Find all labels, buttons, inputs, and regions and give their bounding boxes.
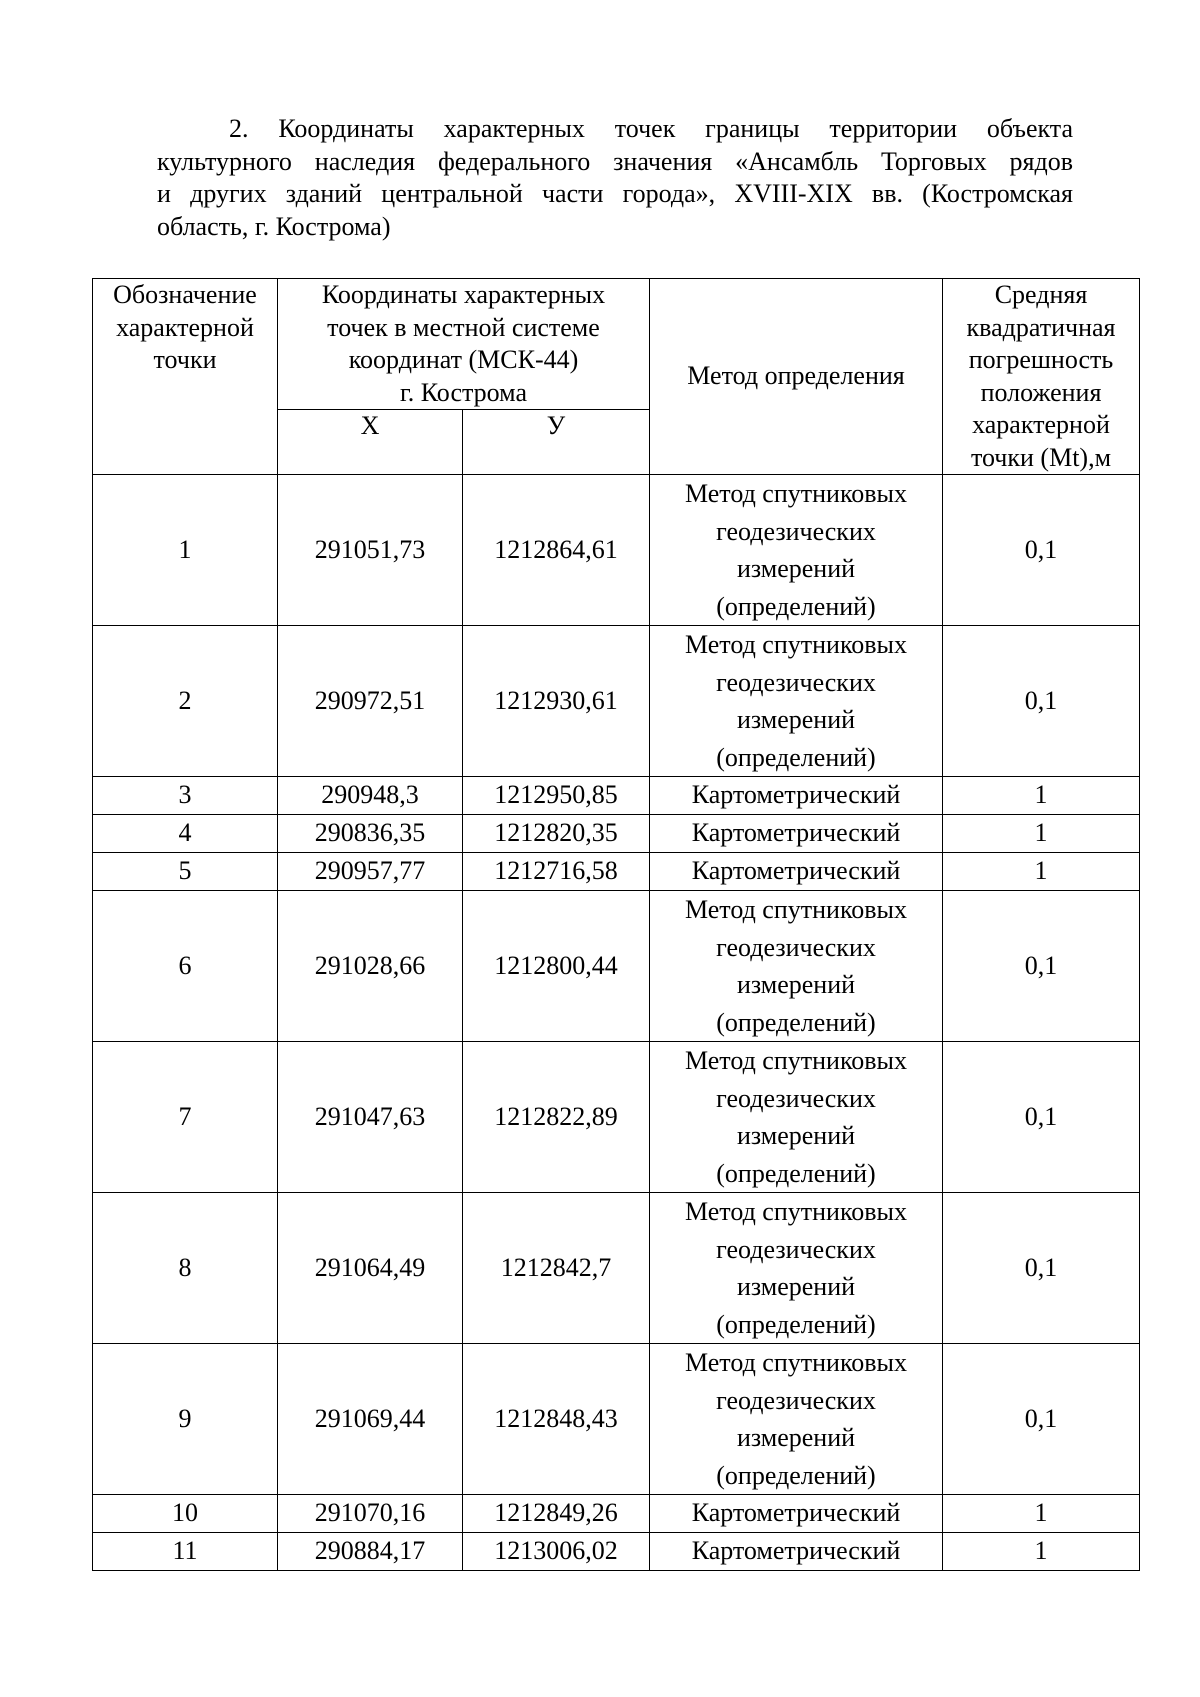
cell-method-line: Метод спутниковых [684, 1197, 907, 1226]
cell-method [650, 1042, 943, 1193]
cell-method-line: измерений [736, 705, 856, 734]
cell-error: 1 [943, 853, 1140, 891]
cell-error: 1 [943, 1533, 1140, 1571]
cell-point: 1 [93, 475, 278, 626]
document-heading [157, 113, 1073, 243]
cell-error: 1 [943, 777, 1140, 815]
cell-method-line: геодезических [716, 667, 876, 697]
cell-method-line: измерений [736, 1121, 856, 1150]
heading-line: область, г. Кострома) [157, 211, 391, 241]
cell-method-line: геодезических [716, 932, 876, 962]
cell-method-line: (определений) [716, 591, 876, 621]
cell-method-line: Метод спутниковых [684, 895, 907, 924]
cell-x: 290836,35 [278, 815, 463, 853]
cell-error: 0,1 [943, 1344, 1140, 1495]
cell-point: 11 [93, 1533, 278, 1571]
cell-method [650, 1193, 943, 1344]
cell-method-line: (определений) [716, 1007, 876, 1037]
table-row [93, 1495, 1140, 1533]
cell-point: 10 [93, 1495, 278, 1533]
cell-point: 6 [93, 891, 278, 1042]
cell-point: 8 [93, 1193, 278, 1344]
cell-error: 0,1 [943, 1042, 1140, 1193]
cell-x: 291028,66 [278, 891, 463, 1042]
cell-method-line: Метод спутниковых [684, 1046, 907, 1075]
table-row [93, 891, 1140, 1042]
cell-point: 4 [93, 815, 278, 853]
cell-point: 5 [93, 853, 278, 891]
cell-x: 291064,49 [278, 1193, 463, 1344]
cell-method [650, 891, 943, 1042]
table-row [93, 1533, 1140, 1571]
table-row [93, 626, 1140, 777]
header-x: Х [278, 410, 463, 475]
cell-x: 290884,17 [278, 1533, 463, 1571]
coordinates-table [92, 278, 1140, 1571]
cell-method: Картометрический [650, 1495, 943, 1533]
cell-method [650, 1344, 943, 1495]
cell-error: 1 [943, 815, 1140, 853]
cell-point: 2 [93, 626, 278, 777]
cell-x: 291051,73 [278, 475, 463, 626]
cell-method-line: геодезических [716, 1385, 876, 1415]
cell-method-line: измерений [736, 1272, 856, 1301]
cell-method: Картометрический [650, 1533, 943, 1571]
table-row [93, 475, 1140, 626]
cell-error: 0,1 [943, 626, 1140, 777]
cell-method-line: (определений) [716, 1309, 876, 1339]
cell-method-line: Метод спутниковых [684, 630, 907, 659]
cell-method-line: геодезических [716, 1083, 876, 1113]
cell-x: 290957,77 [278, 853, 463, 891]
header-coordinates: Координаты характерных точек в местной системе координат (МСК-44) г. Кострома [278, 279, 650, 410]
table-row [93, 777, 1140, 815]
cell-error: 1 [943, 1495, 1140, 1533]
table-row [93, 1193, 1140, 1344]
cell-method-line: (определений) [716, 742, 876, 772]
header-y: У [463, 410, 650, 475]
heading-line: культурного наследия федерального значения «Ансамбль Торговых рядов [157, 146, 1073, 176]
cell-method: Картометрический [650, 815, 943, 853]
cell-method [650, 626, 943, 777]
table-body [93, 475, 1140, 1571]
cell-error: 0,1 [943, 891, 1140, 1042]
table-row [93, 853, 1140, 891]
cell-x: 290948,3 [278, 777, 463, 815]
header-method: Метод определения [650, 279, 943, 475]
cell-y: 1212822,89 [463, 1042, 650, 1193]
cell-point: 9 [93, 1344, 278, 1495]
cell-method: Картометрический [650, 853, 943, 891]
cell-method-line: геодезических [716, 516, 876, 546]
cell-method-line: измерений [736, 970, 856, 999]
heading-line: и других зданий центральной части города», XVIII-XIX вв. (Костромская [157, 179, 1073, 208]
cell-method-line: (определений) [716, 1460, 876, 1490]
cell-error: 0,1 [943, 1193, 1140, 1344]
cell-y: 1212930,61 [463, 626, 650, 777]
heading-line: 2. Координаты характерных точек границы территории объекта [229, 114, 1073, 143]
table-row [93, 815, 1140, 853]
cell-method-line: измерений [736, 1423, 856, 1452]
cell-point: 3 [93, 777, 278, 815]
cell-error: 0,1 [943, 475, 1140, 626]
cell-method-line: геодезических [716, 1234, 876, 1264]
cell-method-line: (определений) [716, 1158, 876, 1188]
cell-y: 1212864,61 [463, 475, 650, 626]
cell-x: 291069,44 [278, 1344, 463, 1495]
cell-y: 1213006,02 [463, 1533, 650, 1571]
cell-y: 1212842,7 [463, 1193, 650, 1344]
cell-method-line: Метод спутниковых [684, 479, 907, 508]
cell-method: Картометрический [650, 777, 943, 815]
cell-method-line: Метод спутниковых [684, 1348, 907, 1377]
cell-y: 1212950,85 [463, 777, 650, 815]
cell-y: 1212848,43 [463, 1344, 650, 1495]
cell-y: 1212800,44 [463, 891, 650, 1042]
cell-x: 291047,63 [278, 1042, 463, 1193]
cell-method [650, 475, 943, 626]
cell-y: 1212849,26 [463, 1495, 650, 1533]
cell-x: 291070,16 [278, 1495, 463, 1533]
header-point: Обозначение характерной точки [93, 279, 278, 475]
table-row [93, 1344, 1140, 1495]
cell-method-line: измерений [736, 554, 856, 583]
cell-y: 1212716,58 [463, 853, 650, 891]
cell-point: 7 [93, 1042, 278, 1193]
table-row [93, 1042, 1140, 1193]
cell-y: 1212820,35 [463, 815, 650, 853]
cell-x: 290972,51 [278, 626, 463, 777]
header-error: Средняя квадратичная погрешность положения характерной точки (Mt),м [943, 279, 1140, 475]
